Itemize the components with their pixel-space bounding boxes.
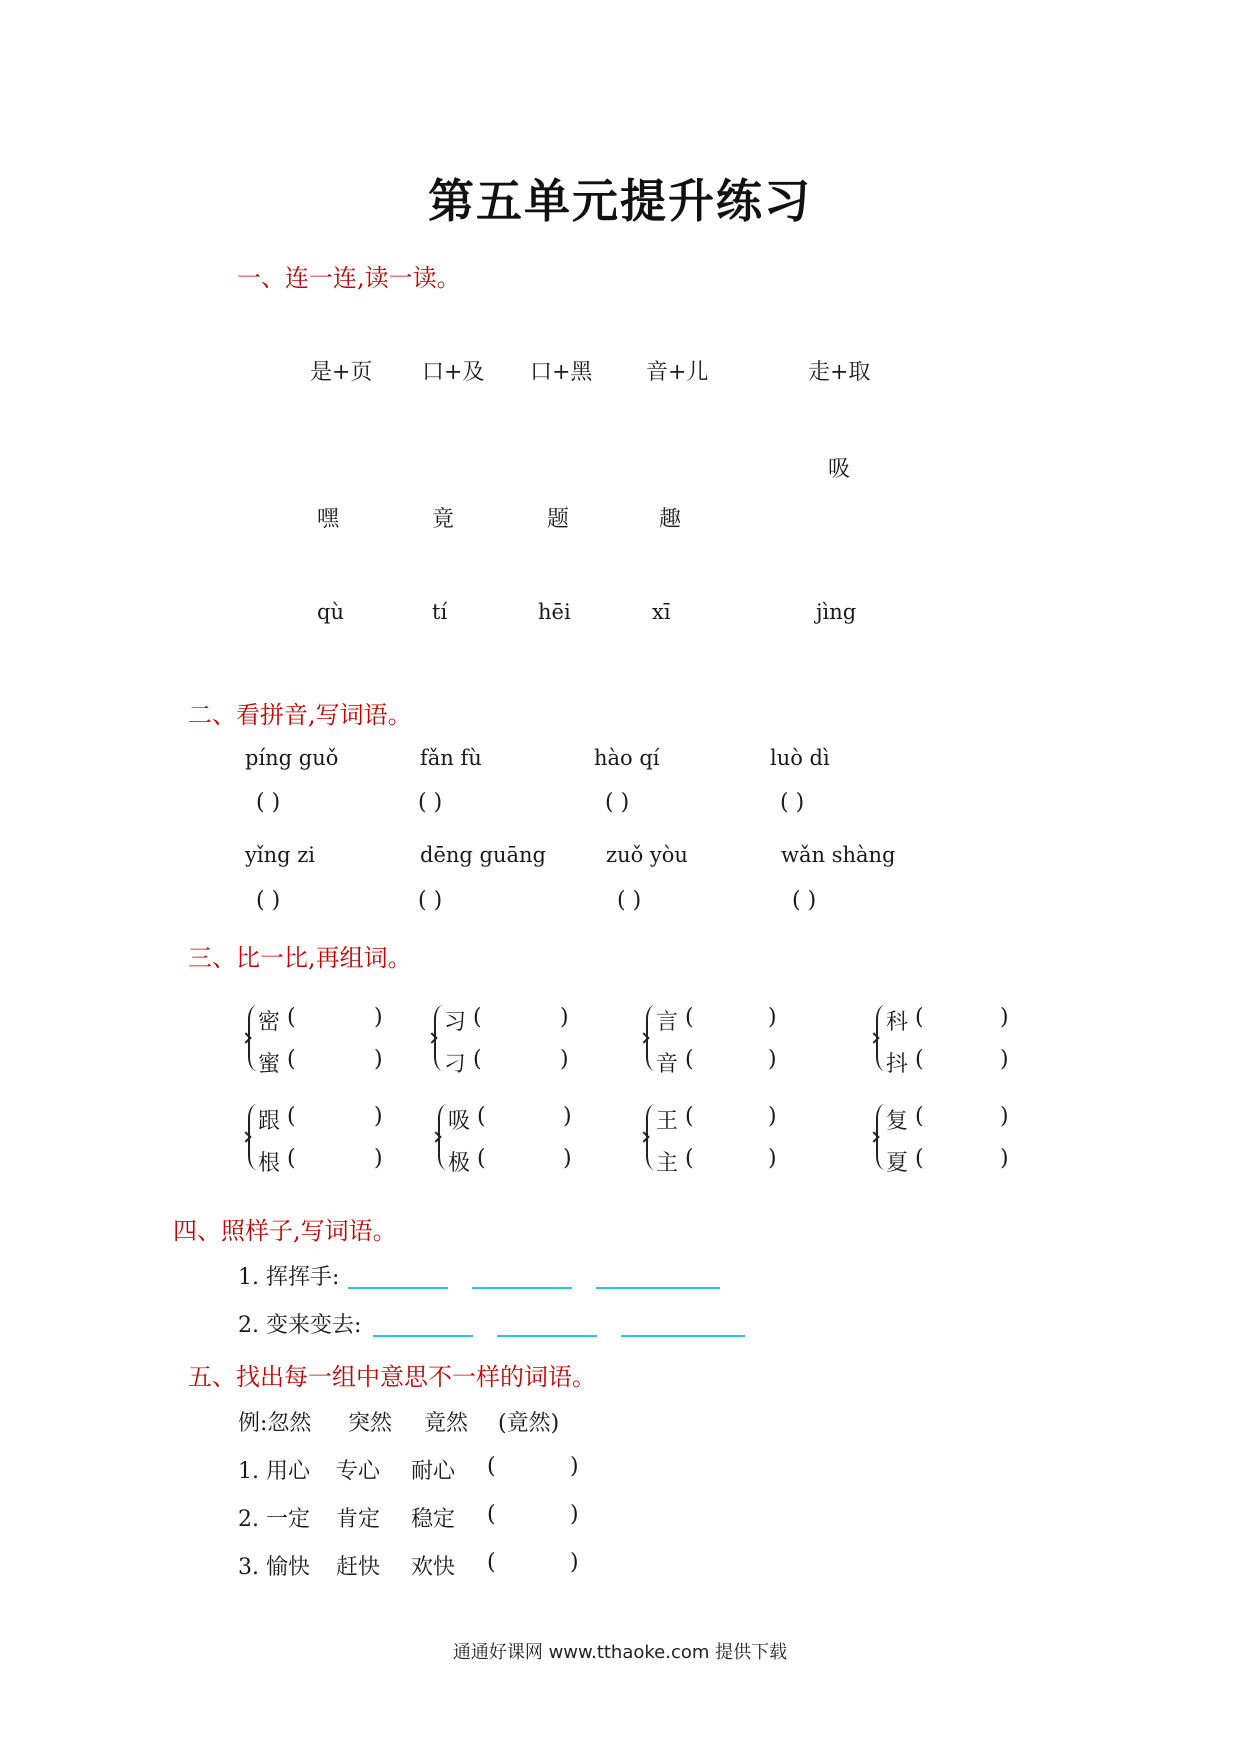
compare-char: 跟 — [258, 1109, 281, 1134]
part-item: 音+儿 — [646, 360, 709, 385]
char-item: 竟 — [432, 507, 455, 532]
pinyin-item: hēi — [538, 600, 571, 624]
part-item: 口+黑 — [530, 360, 593, 385]
pinyin-word: luò dì — [770, 746, 830, 770]
word-item: 专心 — [336, 1459, 381, 1484]
answer-blank[interactable]: ( — [487, 1502, 496, 1527]
example-word: 突然 — [348, 1411, 393, 1436]
section-4-heading: 四、照样子,写词语。 — [173, 1217, 397, 1245]
answer-blank[interactable]: ( ) — [792, 888, 817, 913]
word-item: 赶快 — [336, 1555, 381, 1580]
part-item: 是+页 — [310, 360, 373, 385]
compare-char: 王 — [656, 1109, 679, 1134]
pinyin-word: hào qí — [594, 746, 660, 770]
pinyin-word: píng guǒ — [245, 746, 339, 770]
pinyin-item: xī — [652, 600, 671, 624]
compare-char: 刁 — [444, 1052, 467, 1077]
pattern-item: 1. 挥挥手: — [238, 1265, 340, 1290]
pattern-item: 2. 变来变去: — [238, 1313, 362, 1338]
compare-char: 抖 — [886, 1052, 909, 1077]
pinyin-word: wǎn shàng — [781, 843, 896, 867]
word-item: 稳定 — [411, 1507, 456, 1532]
pinyin-item: tí — [432, 600, 448, 624]
section-2-heading: 二、看拼音,写词语。 — [188, 701, 412, 729]
compare-char: 蜜 — [258, 1052, 281, 1077]
pinyin-item: jìng — [816, 600, 857, 624]
word-item: 耐心 — [411, 1459, 456, 1484]
pinyin-item: qù — [317, 600, 344, 624]
pinyin-word: yǐng zi — [245, 843, 316, 867]
answer-line[interactable] — [596, 1287, 720, 1289]
answer-blank[interactable]: ( — [487, 1550, 496, 1575]
word-item: 3. 愉快 — [238, 1555, 310, 1580]
compare-char: 主 — [656, 1151, 679, 1176]
pinyin-word: fǎn fù — [420, 746, 482, 770]
section-1-heading: 一、连一连,读一读。 — [237, 264, 461, 292]
compare-char: 极 — [448, 1151, 471, 1176]
compare-char: 根 — [258, 1151, 281, 1176]
answer-blank[interactable]: ( — [487, 1454, 496, 1479]
pinyin-word: dēng guāng — [420, 843, 546, 867]
part-item: 走+取 — [808, 360, 871, 385]
example-word: 竟然 — [424, 1411, 469, 1436]
example-word: 例:忽然 — [238, 1411, 312, 1436]
footer-credit: 通通好课网 www.tthaoke.com 提供下载 — [452, 1642, 788, 1663]
compare-char: 言 — [656, 1010, 679, 1035]
compare-char: 习 — [444, 1010, 467, 1035]
answer-blank[interactable]: ( ) — [780, 790, 805, 815]
answer-blank[interactable]: ( ) — [617, 888, 642, 913]
compare-char: 音 — [656, 1052, 679, 1077]
char-item: 嘿 — [317, 507, 340, 532]
answer-line[interactable] — [621, 1335, 745, 1337]
word-item: 2. 一定 — [238, 1507, 310, 1532]
part-item: 口+及 — [422, 360, 485, 385]
answer-line[interactable] — [348, 1287, 448, 1289]
answer-line[interactable] — [472, 1287, 572, 1289]
page-title: 第五单元提升练习 — [428, 174, 812, 228]
compare-char: 复 — [886, 1109, 909, 1134]
answer-line[interactable] — [373, 1335, 473, 1337]
answer-blank[interactable]: ( ) — [418, 888, 443, 913]
char-item: 吸 — [828, 457, 851, 482]
example-answer: (竟然) — [498, 1411, 560, 1436]
word-item: 1. 用心 — [238, 1459, 310, 1484]
char-item: 题 — [547, 507, 570, 532]
section-3-heading: 三、比一比,再组词。 — [188, 944, 412, 972]
compare-char: 吸 — [448, 1109, 471, 1134]
answer-line[interactable] — [497, 1335, 597, 1337]
section-5-heading: 五、找出每一组中意思不一样的词语。 — [188, 1363, 596, 1391]
word-item: 肯定 — [336, 1507, 381, 1532]
answer-blank[interactable]: ( ) — [418, 790, 443, 815]
compare-char: 科 — [886, 1010, 909, 1035]
compare-char: 夏 — [886, 1151, 909, 1176]
pinyin-word: zuǒ yòu — [606, 843, 688, 867]
word-item: 欢快 — [411, 1555, 456, 1580]
answer-blank[interactable]: ( ) — [605, 790, 630, 815]
answer-blank[interactable]: ( ) — [256, 790, 281, 815]
compare-char: 密 — [258, 1010, 281, 1035]
answer-blank[interactable]: ( ) — [256, 888, 281, 913]
char-item: 趣 — [659, 507, 682, 532]
